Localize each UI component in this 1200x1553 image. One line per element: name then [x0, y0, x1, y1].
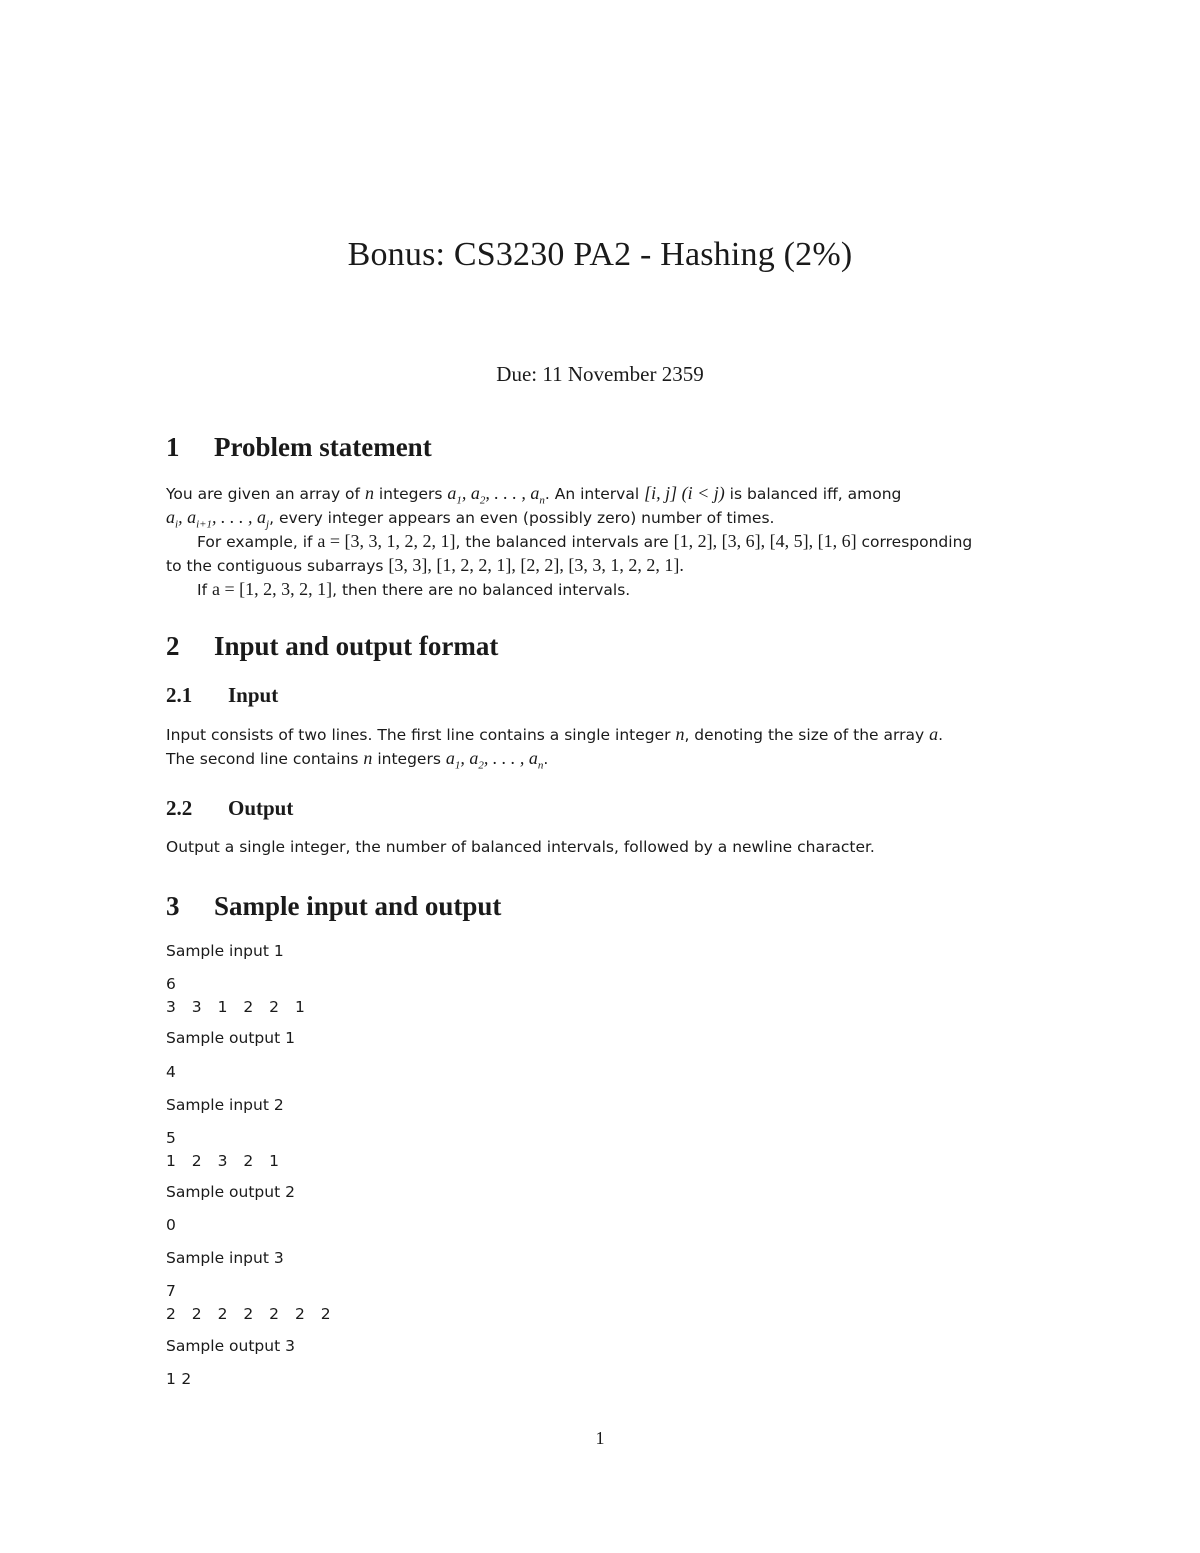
section-title: Problem statement	[214, 432, 432, 462]
text: is balanced iff, among	[724, 485, 902, 503]
math-subsequence: $a_i$, $a_{i+1}$, . . . , $a_j$	[166, 507, 270, 531]
output-paragraph: Output a single integer, the number of balanced intervals, followed by a newline character.	[166, 838, 875, 856]
text: , the balanced intervals are	[455, 533, 674, 551]
text: The second line contains	[166, 750, 364, 768]
text: , then there are no balanced intervals.	[332, 581, 631, 599]
text: , denoting the size of the array	[684, 726, 930, 744]
page-number: 1	[595, 1428, 605, 1448]
math-n: n	[363, 748, 373, 768]
section-number: 1	[166, 432, 180, 462]
sample-line: 2 2 2 2 2 2 2	[166, 1305, 337, 1323]
text: to the contiguous subarrays	[166, 557, 389, 575]
section-heading-samples	[166, 891, 501, 922]
math-subarrays: [3, 3], [1, 2, 2, 1], [2, 2], [3, 3, 1, 2, 2, 1].	[388, 555, 684, 575]
math-n: n	[364, 483, 374, 503]
text: , every integer appears an even (possibly zero) number of times.	[269, 509, 775, 527]
example-paragraph-line	[197, 529, 972, 554]
sample-label: Sample input 3	[166, 1249, 284, 1267]
sample-line: 3 3 1 2 2 1	[166, 998, 311, 1016]
text: Input consists of two lines. The first line contains a single integer	[166, 726, 676, 744]
sample-label: Sample output 3	[166, 1337, 295, 1355]
math-sequence: $a_1$, $a_2$, . . . , $a_n$	[447, 483, 545, 507]
sample-label: Sample output 1	[166, 1029, 295, 1047]
input-paragraph-line: Input consists of two lines. The first line contains a single integer n, denoting the size of the array a.	[166, 724, 944, 744]
due-date: Due: 11 November 2359	[496, 362, 704, 386]
sample-label: Sample output 2	[166, 1183, 295, 1201]
math-n: n	[675, 724, 685, 744]
subsection-number: 2.1	[166, 683, 193, 707]
math-sequence: $a_1$, $a_2$, . . . , $a_n$	[445, 748, 544, 772]
subsection-title: Output	[228, 796, 294, 820]
section-number: 2	[166, 631, 180, 661]
section-title: Input and output format	[214, 631, 499, 661]
example-paragraph-line	[166, 553, 684, 578]
text: If	[197, 581, 212, 599]
section-number: 3	[166, 891, 180, 921]
math-interval: [i, j] (i < j)	[644, 483, 725, 503]
text: integers	[373, 485, 448, 503]
section-heading-problem	[166, 432, 432, 463]
text: . An interval	[544, 485, 645, 503]
math-array: a = [3, 3, 1, 2, 2, 1]	[317, 531, 456, 551]
subsection-heading-input	[166, 683, 278, 708]
subsection-number: 2.2	[166, 796, 193, 820]
sample-label: Sample input 2	[166, 1096, 284, 1114]
input-paragraph-line: The second line contains n integers $a_1$, $a_2$, . . . , $a_n$.	[166, 748, 549, 772]
sample-line: 12	[166, 1370, 197, 1388]
sample-label: Sample input 1	[166, 942, 284, 960]
section-heading-io	[166, 631, 498, 662]
section-title: Sample input and output	[214, 891, 502, 921]
text: You are given an array of	[166, 485, 365, 503]
text: For example, if	[197, 533, 318, 551]
math-intervals: [1, 2], [3, 6], [4, 5], [1, 6]	[673, 531, 857, 551]
text: corresponding	[856, 533, 973, 551]
sample-line: 0	[166, 1216, 182, 1234]
no-balanced-paragraph	[197, 577, 630, 602]
sample-line: 1 2 3 2 1	[166, 1152, 285, 1170]
subsection-heading-output	[166, 796, 293, 821]
text: integers	[372, 750, 446, 768]
math-array: a = [1, 2, 3, 2, 1]	[211, 579, 333, 599]
subsection-title: Input	[228, 683, 279, 707]
sample-line: 6	[166, 975, 182, 993]
math-a: a	[929, 724, 939, 744]
sample-line: 5	[166, 1129, 182, 1147]
document-title: Bonus: CS3230 PA2 - Hashing (2%)	[347, 236, 853, 273]
sample-line: 4	[166, 1063, 182, 1081]
sample-line: 7	[166, 1282, 182, 1300]
